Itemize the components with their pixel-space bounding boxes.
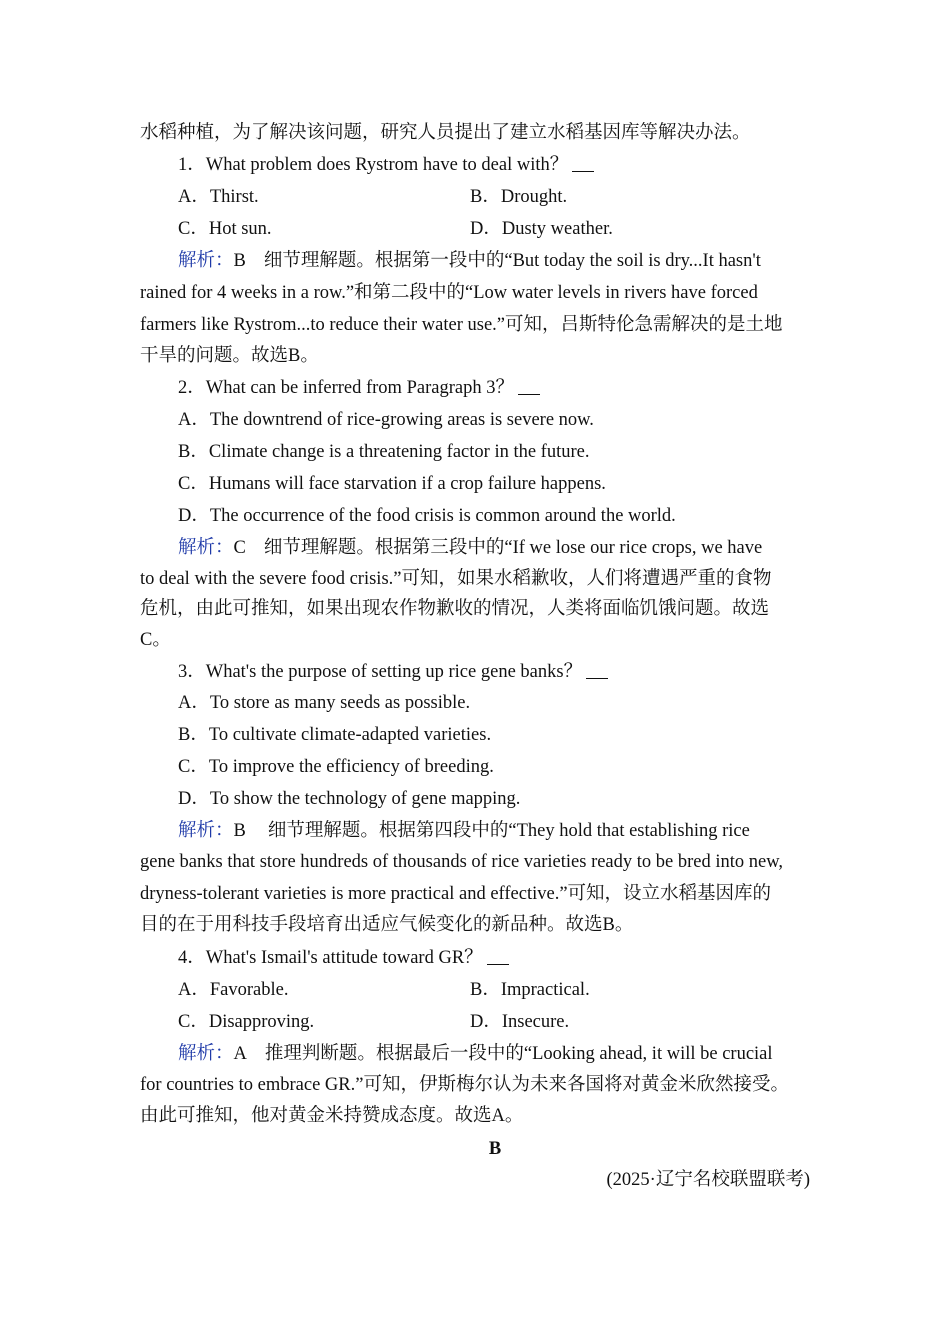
q2-answer: C [233, 538, 246, 558]
q1-option-c: C．Hot sun. [178, 219, 272, 239]
q3-analysis-line-4: 目的在于用科技手段培育出适应气候变化的新品种。故选B。 [140, 915, 634, 935]
q4-option-d: D．Insecure. [470, 1012, 570, 1032]
question-2-stem: 2．What can be inferred from Paragraph 3？ [178, 376, 848, 400]
answer-blank [572, 153, 594, 172]
q3-answer: B [233, 821, 246, 841]
analysis-label: 解析： [178, 251, 234, 271]
q4-answer: A [233, 1044, 247, 1064]
analysis-label: 解析： [178, 821, 234, 841]
q2-analysis-line-1: 解析：C 细节理解题。根据第三段中的“If we lose our rice crops, we have [178, 538, 763, 558]
q3-option-b: B．To cultivate climate-adapted varieties. [178, 725, 492, 745]
q2-option-c: C．Humans will face starvation if a crop failure happens. [178, 474, 606, 494]
q1-answer: B [233, 251, 246, 271]
answer-blank [487, 946, 509, 965]
q1-analysis-line-4: 干旱的问题。故选B。 [140, 346, 319, 366]
q3-option-d: D．To show the technology of gene mapping. [178, 789, 521, 809]
q1-option-d: D．Dusty weather. [470, 219, 613, 239]
question-3-stem: 3．What's the purpose of setting up rice gene banks？ [178, 660, 848, 684]
answer-blank [518, 376, 540, 395]
q1-analysis-line-2: rained for 4 weeks in a row.”和第二段中的“Low water levels in rivers have forced [140, 283, 758, 303]
q3-option-c: C．To improve the efficiency of breeding. [178, 757, 494, 777]
q4-analysis-line-3: 由此可推知，他对黄金米持赞成态度。故选A。 [140, 1106, 524, 1126]
q3-analysis-line-2: gene banks that store hundreds of thousands of rice varieties ready to be bred into new, [140, 852, 784, 872]
q2-option-b: B．Climate change is a threatening factor in the future. [178, 442, 590, 462]
q3-analysis-line-3: dryness-tolerant varieties is more practical and effective.”可知，设立水稻基因库的 [140, 884, 772, 904]
q4-option-b: B．Impractical. [470, 980, 590, 1000]
q4-analysis-line-1: 解析：A 推理判断题。根据最后一段中的“Looking ahead, it will be crucial [178, 1044, 773, 1064]
q4-option-a: A．Favorable. [178, 980, 289, 1000]
q2-option-d: D．The occurrence of the food crisis is common around the world. [178, 506, 676, 526]
q4-analysis-line-2: for countries to embrace GR.”可知，伊斯梅尔认为未来各国将对黄金米欣然接受。 [140, 1075, 789, 1095]
q1-analysis-line-1: 解析：B 细节理解题。根据第一段中的“But today the soil is dry...It hasn't [178, 251, 761, 271]
q3-analysis-line-1: 解析：B 细节理解题。根据第四段中的“They hold that establishing rice [178, 821, 750, 841]
question-1-stem: 1．What problem does Rystrom have to deal with？ [178, 153, 848, 177]
q1-option-b: B．Drought. [470, 187, 568, 207]
q2-analysis-line-4: C。 [140, 630, 171, 650]
q1-option-a: A．Thirst. [178, 187, 259, 207]
section-heading: B [488, 1139, 502, 1159]
source-note: (2025·辽宁名校联盟联考) [606, 1170, 810, 1190]
analysis-label: 解析： [178, 538, 234, 558]
analysis-label: 解析： [178, 1044, 234, 1064]
q2-analysis-line-2: to deal with the severe food crisis.”可知，如果水稻歉收，人们将遭遇严重的食物 [140, 569, 772, 589]
q4-option-c: C．Disapproving. [178, 1012, 315, 1032]
answer-blank [586, 660, 608, 679]
intro-line: 水稻种植，为了解决该问题，研究人员提出了建立水稻基因库等解决办法。 [140, 123, 751, 143]
q2-option-a: A．The downtrend of rice-growing areas is severe now. [178, 410, 594, 430]
q3-option-a: A．To store as many seeds as possible. [178, 693, 471, 713]
q1-analysis-line-3: farmers like Rystrom...to reduce their water use.”可知，吕斯特伦急需解决的是土地 [140, 315, 783, 335]
q2-analysis-line-3: 危机，由此可推知，如果出现农作物歉收的情况，人类将面临饥饿问题。故选 [140, 599, 770, 619]
question-4-stem: 4．What's Ismail's attitude toward GR？ [178, 946, 848, 970]
